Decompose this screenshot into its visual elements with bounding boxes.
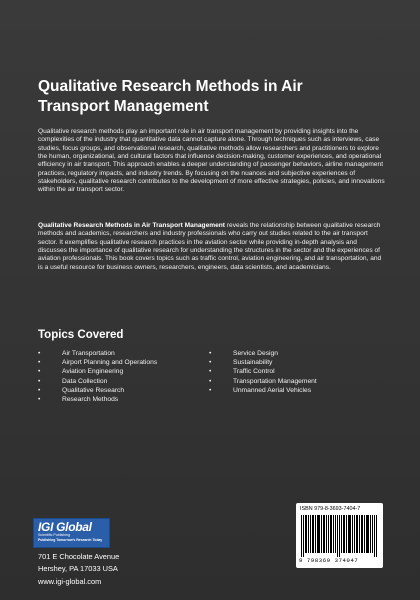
book-title: Qualitative Research Methods in Air Transport Management <box>38 78 303 115</box>
topic-item: • Traffic Control <box>209 367 389 376</box>
topics-list-right <box>209 349 389 395</box>
description-paragraph-2-text: reveals the relationship between qualitative research methods and academics, researchers and industry professionals who carry out studies related to the air transport sector. It exemplifies qualitative research practices in the aviation sector while providing in-depth analysis and discusses the importance of qualitative research for understanding the structures in the sector and the experiences of aviation professionals. This book covers topics such as traffic control, aviation engineering, and air transportation, and is a useful resource for business owners, researchers, engineers, data scientists, and academicians. <box>38 222 382 271</box>
isbn-barcode <box>296 503 383 568</box>
topic-item: • Air Transportation <box>38 349 208 358</box>
topics-heading: Topics Covered <box>38 329 124 341</box>
publisher-address <box>38 551 119 588</box>
topic-item: • Transportation Management <box>209 377 389 386</box>
publisher-logo-name: IGI Global <box>38 520 92 534</box>
publisher-logo <box>33 518 110 548</box>
publisher-logo-tagline: Publishing Tomorrow's Research Today <box>38 538 103 542</box>
topic-item: • Unmanned Aerial Vehicles <box>209 386 389 395</box>
address-line: 701 E Chocolate Avenue <box>38 552 120 561</box>
topics-list-left <box>38 349 208 404</box>
publisher-logo-subtitle: Scientific Publishing <box>38 533 70 537</box>
topic-item: • Aviation Engineering <box>38 367 208 376</box>
topic-item: • Qualitative Research <box>38 386 208 395</box>
description-paragraph-2 <box>38 222 386 272</box>
address-line: Hershey, PA 17033 USA <box>38 564 118 574</box>
publisher-website: www.igi-global.com <box>38 576 102 586</box>
topic-item: • Data Collection <box>38 377 208 386</box>
topic-item: • Airport Planning and Operations <box>38 358 208 367</box>
description-paragraph-1: Qualitative research methods play an important role in air transport management by providing insights into the complexities of the industry that quantitative data cannot capture alone. Through techniques such as interviews, case studies, focus groups, and observational research, qualitative methods allow researchers and practitioners to explore the human, organizational, and cultural factors that influence decision-making, customer experiences, and operational efficiency in air transport. This approach enables a deeper understanding of passenger behaviors, airline management practices, regulatory impacts, and industry trends. By focusing on the nuances and subjective experiences of stakeholders, qualitative research contributes to the development of more effective strategies, policies, and innovations within the air transport sector. <box>38 128 385 194</box>
topic-item: • Sustainability <box>209 358 389 367</box>
topic-item: • Research Methods <box>38 395 208 404</box>
book-title-inline: Qualitative Research Methods in Air Transport Management <box>38 222 225 229</box>
barcode-digits: 9 798369 374047 <box>299 557 359 564</box>
isbn-label: ISBN 979-8-3693-7404-7 <box>300 506 361 512</box>
barcode-bars <box>301 515 378 557</box>
topic-item: • Service Design <box>209 349 389 358</box>
